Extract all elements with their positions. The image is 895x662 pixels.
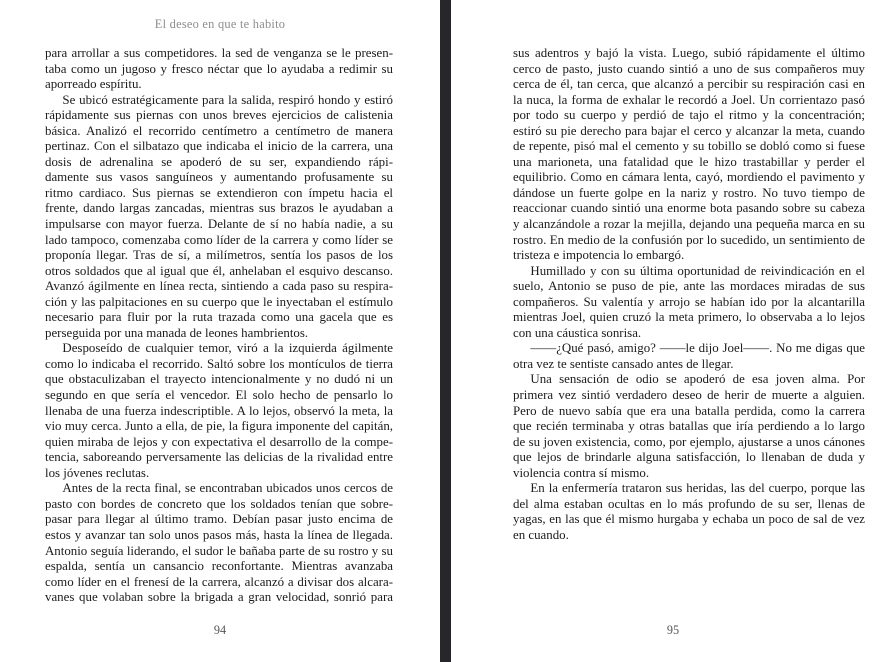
page-number-left: 94 xyxy=(213,623,227,637)
left-page xyxy=(0,0,440,662)
paragraph: ——¿Qué pasó, amigo? ——le dijo Joel——. No me digas que otra vez te sentiste cansado antes de llegar. xyxy=(513,341,865,371)
right-page-textblock xyxy=(513,46,865,544)
paragraph: Antes de la recta final, se encontraban ubicados unos cercos de pasto con bordes de concreto que los soldados tenían que sobre-pasar para llegar al último tramo. Debían pasar justo encima de estos y avanzar tan solo unos pasos más, hasta la línea de llegada. Antonio seguía liderando, el sudor le bañaba parte de su rostro y su espalda, sentía un cansancio reconfortante. Mientras avanzaba como líder en el frenesí de la carrera, alcanzó a divisar dos alcara-vanes que volaban sobre la brigada a gran velocidad, sonrió para xyxy=(45,481,393,605)
left-page-textblock xyxy=(45,46,393,606)
paragraph: Desposeído de cualquier temor, viró a la izquierda ágilmente como lo indicaba el recorrido. Saltó sobre los montículos de tierra que obstaculizaban el trayecto intencionalmente y no dudó ni un segundo en que sería el vencedor. El solo hecho de pensarlo lo llenaba de una fuerza indescriptible. A lo lejos, observó la meta, la vio muy cerca. Junto a ella, de pie, la figura imponente del capitán, quien miraba de lejos y con expectativa el desarrollo de la compe-tencia, saboreando perversamente las delicias de la rivalidad entre los jóvenes reclutas. xyxy=(45,341,393,480)
book-spine-gutter xyxy=(440,0,451,662)
paragraph: Humillado y con su última oportunidad de reivindicación en el suelo, Antonio se puso de pie, ante las mordaces miradas de sus compañeros. Su valentía y arrojo se habían ido por la alcantarilla mientras Joel, quien cruzó la meta primero, lo observaba a lo lejos con una cáustica sonrisa. xyxy=(513,263,865,340)
right-page xyxy=(451,0,895,662)
running-head-left: El deseo en que te habito xyxy=(154,17,286,31)
page-number-right: 95 xyxy=(666,623,680,637)
paragraph: Una sensación de odio se apoderó de esa joven alma. Por primera vez sintió verdadero deseo de herir de muerte a alguien. Pero de nuevo sabía que era una batalla perdida, como la carrera que recién terminaba y otras batallas que iría perdiendo a lo largo de su joven existencia, como, por ejemplo, ajustarse a unos cánones que lejos de brindarle alguna satisfacción, lo llenaban de duda y violencia contra sí mismo. xyxy=(513,372,865,480)
paragraph: En la enfermería trataron sus heridas, las del cuerpo, porque las del alma estaban ocultas en lo más profundo de su ser, llenas de yagas, en las que él mismo hurgaba y echaba un poco de sal de vez en cuando. xyxy=(513,481,865,542)
paragraph: sus adentros y bajó la vista. Luego, subió rápidamente el último cerco de pasto, justo cuando sintió a uno de sus compañeros muy cerca de él, tan cerca, que alcanzó a percibir su respiración casi en la nuca, la forma de exhalar le recordó a Joel. Un corrientazo pasó por todo su cuerpo y perdió de tajo el ritmo y la concentración; estiró su pie derecho para bajar el cerco y alcanzar la meta, cuando de repente, pisó mal el cemento y su tobillo se dobló como si fuese una marioneta, una fatalidad que le hizo trastabillar y perder el equilibrio. Como en cámara lenta, cayó, mordiendo el pavimento y dándose un fuerte golpe en la nariz y rostro. No tuvo tiempo de reaccionar cuando sintió una enorme bota pasando sobre su cabeza y alcanzándole a rozar la mejilla, dejando una pequeña marca en su rostro. En medio de la confusión por lo sucedido, un sentimiento de tristeza e impotencia lo embargó. xyxy=(513,46,865,263)
paragraph: Se ubicó estratégicamente para la salida, respiró hondo y estiró rápidamente sus piernas con unos breves ejercicios de calistenia básica. Analizó el recorrido centímetro a centímetro de manera pertinaz. Con el silbatazo que indicaba el inicio de la carrera, una dosis de adrenalina se apoderó de su ser, expandiendo rápi-damente sus vasos sanguíneos y aumentando profusamente su ritmo cardiaco. Sus piernas se extendieron con ímpetu hacia el frente, dando largas zancadas, mientras sus brazos le ayudaban a impulsarse con mayor fuerza. Delante de sí no había nadie, a su lado tampoco, comenzaba como líder de la carrera y como líder se proponía llegar. Tras de sí, a milímetros, sentía los pasos de los otros soldados que al igual que él, anhelaban el esquivo descanso. Avanzó ágilmente en línea recta, sintiendo a cada paso su respira-ción y las palpitaciones en su cuerpo que le inyectaban el estímulo necesario para fluir por la ruta trazada como una gacela que es perseguida por una manada de leones hambrientos. xyxy=(45,92,393,340)
paragraph: para arrollar a sus competidores. la sed de venganza se le presen-taba como un jugoso y fresco néctar que lo ayudaba a redimir su aporreado espíritu. xyxy=(45,46,393,92)
